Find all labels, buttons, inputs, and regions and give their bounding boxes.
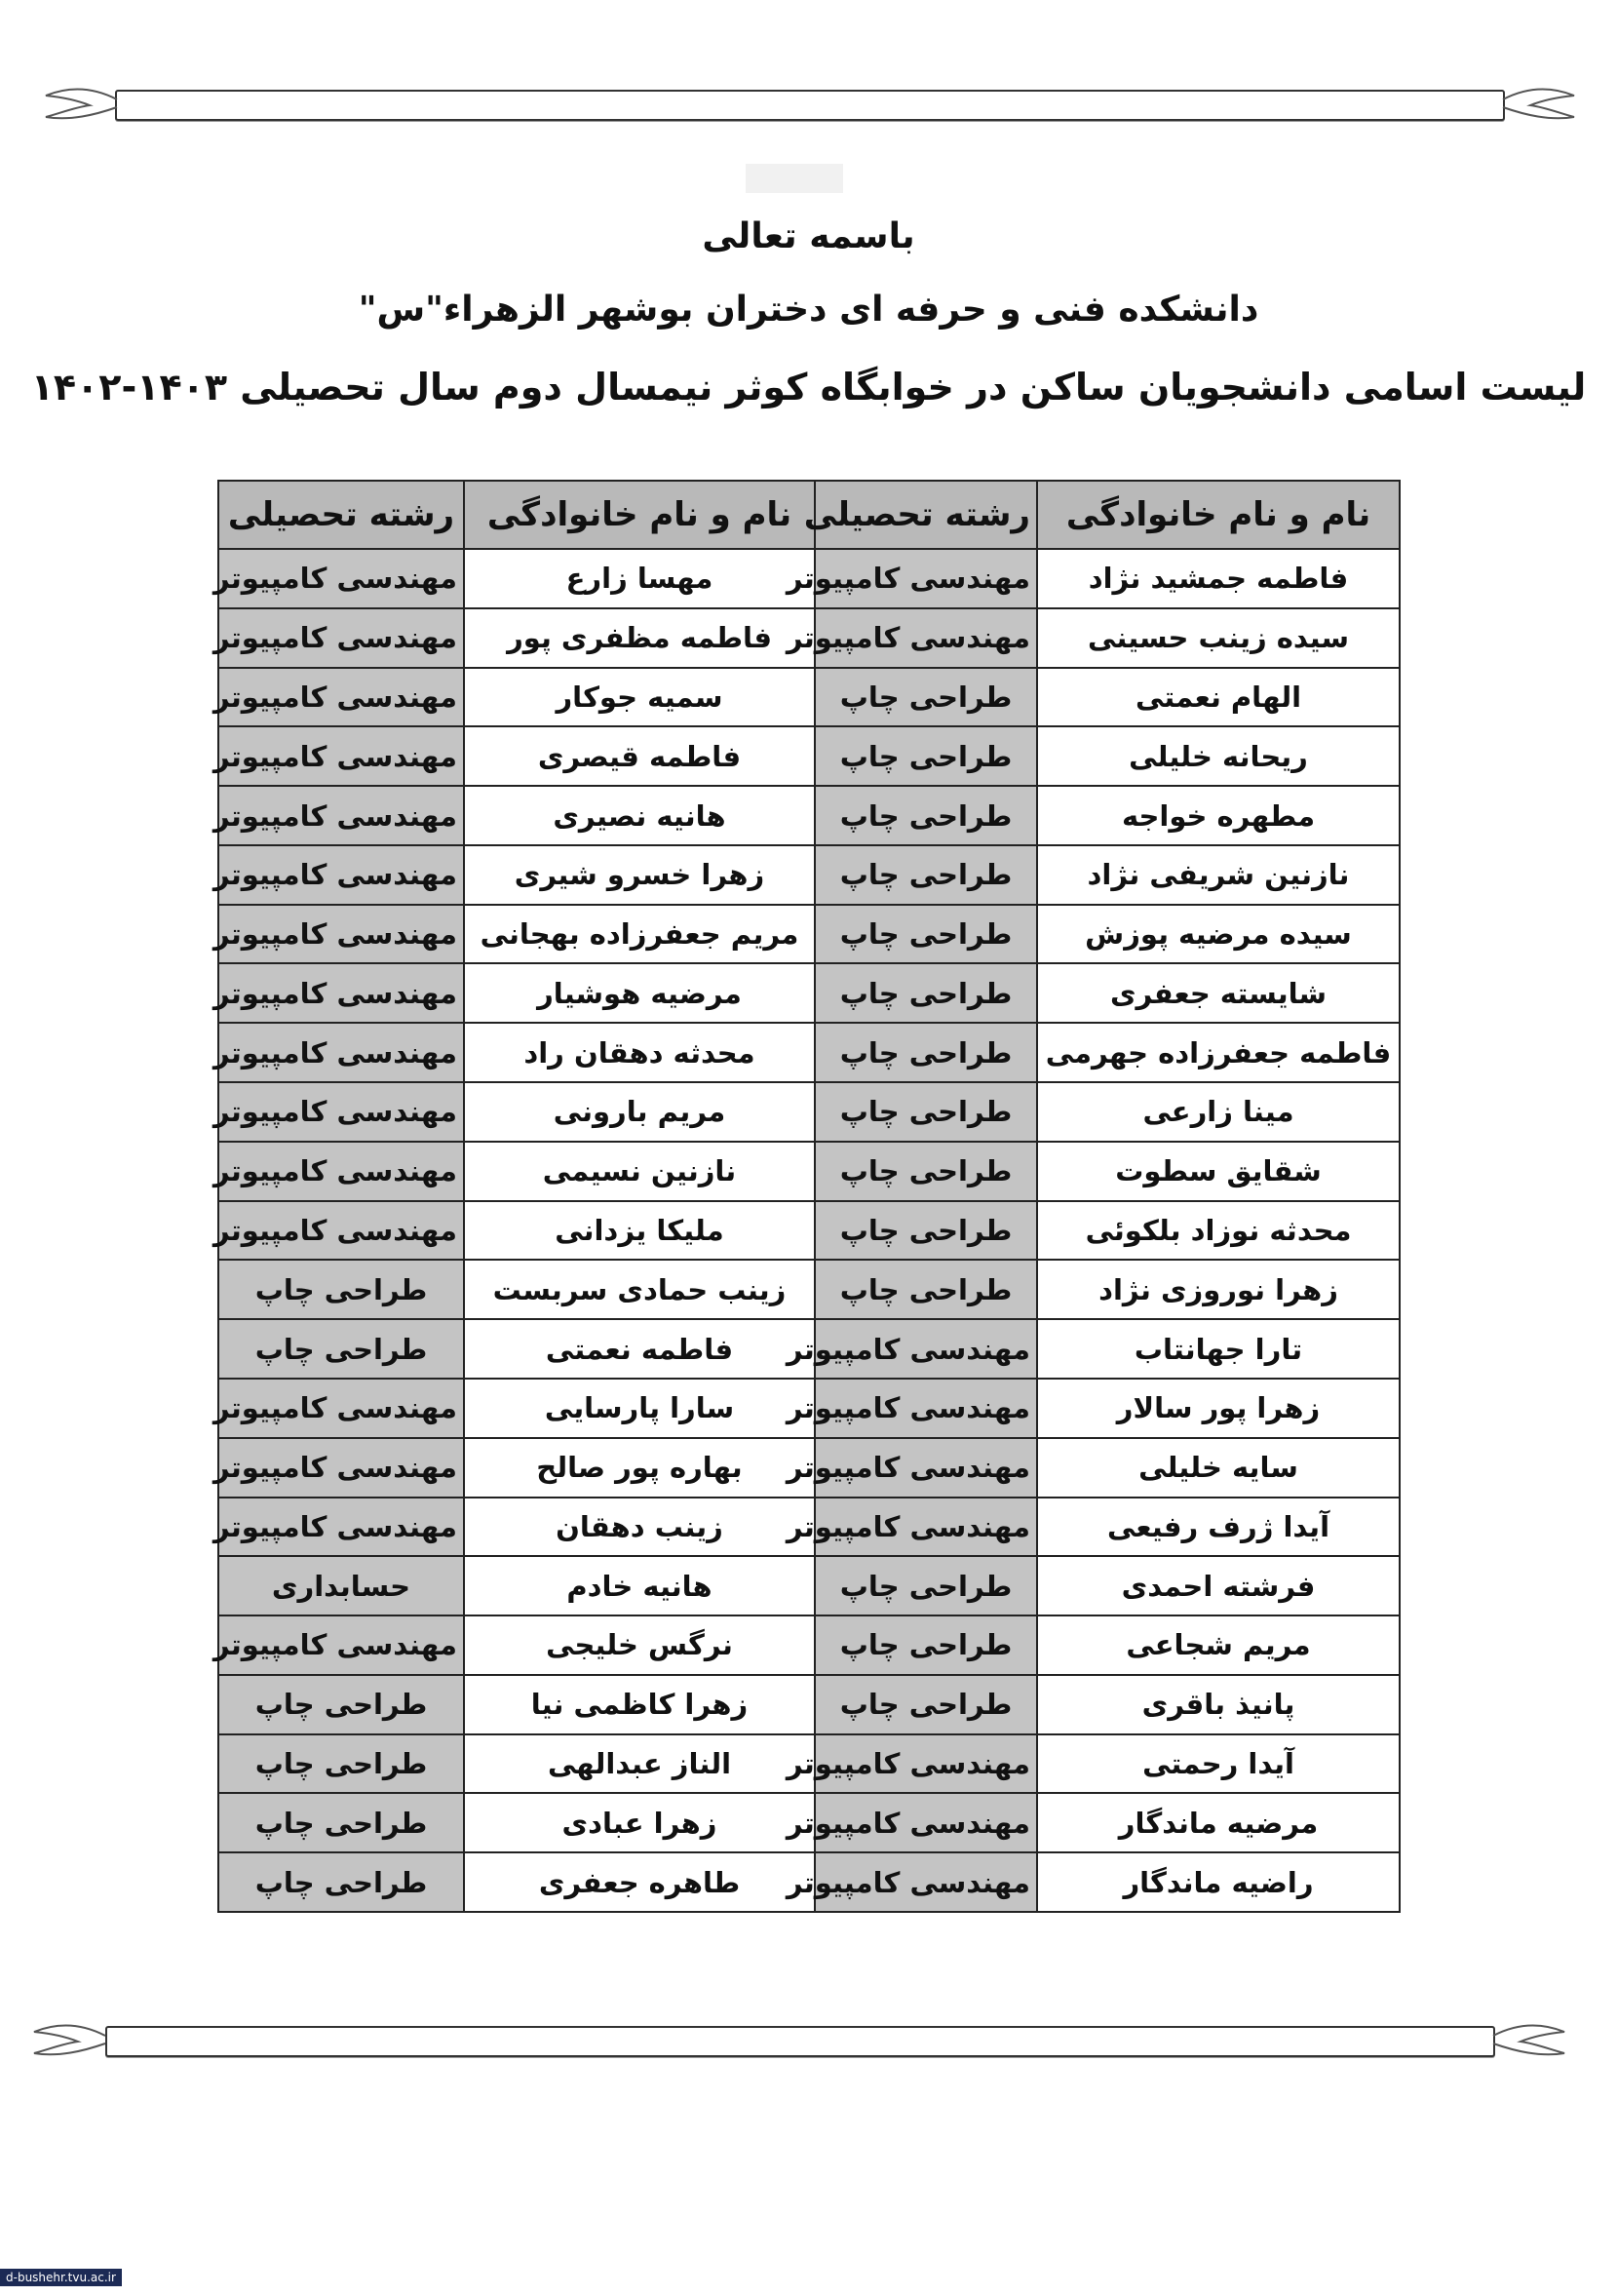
table-row — [218, 608, 1400, 668]
student-major-cell: طراحی چاپ — [815, 1260, 1037, 1319]
student-major-cell: مهندسی کامپیوتر — [815, 1498, 1037, 1557]
student-major-cell: مهندسی کامپیوتر — [815, 1438, 1037, 1498]
table-row — [218, 1260, 1400, 1319]
student-major-cell: مهندسی کامپیوتر — [218, 1498, 464, 1557]
student-name-cell: زینب دهقان — [464, 1498, 815, 1557]
table-row — [218, 1852, 1400, 1912]
student-major-cell: مهندسی کامپیوتر — [815, 1319, 1037, 1379]
student-major-cell: مهندسی کامپیوتر — [218, 1201, 464, 1261]
student-name-cell: سیده مرضیه پوزش — [1037, 905, 1400, 964]
student-major-cell: طراحی چاپ — [218, 1260, 464, 1319]
table-row — [218, 1082, 1400, 1142]
student-name-cell: زهرا عبادی — [464, 1793, 815, 1852]
student-major-cell: طراحی چاپ — [815, 1142, 1037, 1201]
table-row — [218, 1201, 1400, 1261]
heading-college-name: دانشکده فنی و حرفه ای دختران بوشهر الزهراء"س" — [358, 290, 1259, 330]
student-name-cell: الناز عبدالهی — [464, 1734, 815, 1794]
student-major-cell: طراحی چاپ — [815, 1023, 1037, 1082]
student-name-cell: زینب حمادی سربست — [464, 1260, 815, 1319]
table-row — [218, 1498, 1400, 1557]
student-major-cell: مهندسی کامپیوتر — [218, 608, 464, 668]
table-row — [218, 1379, 1400, 1438]
student-major-cell: طراحی چاپ — [815, 1675, 1037, 1734]
student-major-cell: طراحی چاپ — [815, 845, 1037, 905]
student-name-cell: مریم جعفرزاده بهجانی — [464, 905, 815, 964]
header-name-2: نام و نام خانوادگی — [464, 481, 815, 549]
student-major-cell: طراحی چاپ — [815, 668, 1037, 727]
student-major-cell: مهندسی کامپیوتر — [815, 549, 1037, 608]
student-name-cell: مریم شجاعی — [1037, 1615, 1400, 1675]
student-name-cell: نازنین شریفی نژاد — [1037, 845, 1400, 905]
student-major-cell: مهندسی کامپیوتر — [218, 786, 464, 845]
student-name-cell: آیدا ژرف رفیعی — [1037, 1498, 1400, 1557]
student-roster-table — [212, 480, 1401, 1913]
student-name-cell: مرضیه هوشیار — [464, 963, 815, 1023]
student-major-cell: طراحی چاپ — [815, 726, 1037, 786]
student-major-cell: مهندسی کامپیوتر — [218, 1023, 464, 1082]
table-row — [218, 1556, 1400, 1615]
header-major-1: رشته تحصیلی — [815, 481, 1037, 549]
student-name-cell: زهرا نوروزی نژاد — [1037, 1260, 1400, 1319]
table-row — [218, 1734, 1400, 1794]
student-major-cell: مهندسی کامپیوتر — [218, 845, 464, 905]
student-major-cell: مهندسی کامپیوتر — [218, 905, 464, 964]
student-major-cell: طراحی چاپ — [815, 1615, 1037, 1675]
student-major-cell: مهندسی کامپیوتر — [218, 1082, 464, 1142]
table-row — [218, 1319, 1400, 1379]
table-row — [218, 668, 1400, 727]
student-major-cell: مهندسی کامپیوتر — [815, 608, 1037, 668]
scroll-ornament-left-bottom — [29, 2014, 107, 2063]
table-row — [218, 1615, 1400, 1675]
student-name-cell: بهاره پور صالح — [464, 1438, 815, 1498]
student-name-cell: طاهره جعفری — [464, 1852, 815, 1912]
student-major-cell: مهندسی کامپیوتر — [218, 726, 464, 786]
student-name-cell: پانیذ باقری — [1037, 1675, 1400, 1734]
student-name-cell: سیده زینب حسینی — [1037, 608, 1400, 668]
student-major-cell: طراحی چاپ — [815, 1201, 1037, 1261]
student-major-cell: طراحی چاپ — [815, 1556, 1037, 1615]
student-name-cell: هانیه نصیری — [464, 786, 815, 845]
student-name-cell: ریحانه خلیلی — [1037, 726, 1400, 786]
student-name-cell: فاطمه جعفرزاده جهرمی — [1037, 1023, 1400, 1082]
table-body — [212, 549, 1400, 1912]
student-name-cell: فاطمه مظفری پور — [464, 608, 815, 668]
student-name-cell: الهام نعمتی — [1037, 668, 1400, 727]
student-major-cell: مهندسی کامپیوتر — [218, 1142, 464, 1201]
student-major-cell: مهندسی کامپیوتر — [815, 1793, 1037, 1852]
faint-stamp-mark — [741, 156, 848, 205]
top-scroll-border — [115, 90, 1505, 121]
scroll-ornament-right-top — [1501, 78, 1579, 127]
student-major-cell: طراحی چاپ — [218, 1852, 464, 1912]
student-name-cell: زهرا کاظمی نیا — [464, 1675, 815, 1734]
student-major-cell: مهندسی کامپیوتر — [218, 549, 464, 608]
student-major-cell: طراحی چاپ — [815, 905, 1037, 964]
table-row — [218, 549, 1400, 608]
student-name-cell: ملیکا یزدانی — [464, 1201, 815, 1261]
table-header-row — [218, 481, 1400, 549]
student-name-cell: سارا پارسایی — [464, 1379, 815, 1438]
bottom-scroll-border — [105, 2026, 1495, 2057]
table-row — [218, 1438, 1400, 1498]
student-name-cell: مهسا زارع — [464, 549, 815, 608]
heading-list-title: لیست اسامی دانشجویان ساکن در خوابگاه کوثر نیمسال دوم سال تحصیلی ۱۴۰۳-۱۴۰۲ — [30, 366, 1587, 409]
header-major-2: رشته تحصیلی — [218, 481, 464, 549]
table-row — [218, 1023, 1400, 1082]
student-name-cell: نرگس خلیجی — [464, 1615, 815, 1675]
student-major-cell: طراحی چاپ — [815, 963, 1037, 1023]
student-name-cell: فرشته احمدی — [1037, 1556, 1400, 1615]
student-major-cell: طراحی چاپ — [218, 1793, 464, 1852]
student-name-cell: مرضیه ماندگار — [1037, 1793, 1400, 1852]
student-major-cell: طراحی چاپ — [218, 1675, 464, 1734]
student-name-cell: نازنین نسیمی — [464, 1142, 815, 1201]
student-name-cell: شقایق سطوت — [1037, 1142, 1400, 1201]
student-major-cell: مهندسی کامپیوتر — [218, 1379, 464, 1438]
student-major-cell: مهندسی کامپیوتر — [218, 668, 464, 727]
student-major-cell: حسابداری — [218, 1556, 464, 1615]
student-name-cell: محدثه دهقان راد — [464, 1023, 815, 1082]
student-name-cell: راضیه ماندگار — [1037, 1852, 1400, 1912]
student-major-cell: طراحی چاپ — [815, 786, 1037, 845]
header-name-1: نام و نام خانوادگی — [1037, 481, 1400, 549]
table-row — [218, 1142, 1400, 1201]
student-name-cell: سمیه جوکار — [464, 668, 815, 727]
student-major-cell: مهندسی کامپیوتر — [815, 1379, 1037, 1438]
student-major-cell: مهندسی کامپیوتر — [218, 1615, 464, 1675]
student-major-cell: مهندسی کامپیوتر — [815, 1852, 1037, 1912]
table-row — [218, 786, 1400, 845]
student-name-cell: فاطمه نعمتی — [464, 1319, 815, 1379]
site-watermark: d-bushehr.tvu.ac.ir — [0, 2269, 122, 2286]
student-major-cell: طراحی چاپ — [218, 1319, 464, 1379]
table-row — [218, 1793, 1400, 1852]
table-row — [218, 905, 1400, 964]
student-name-cell: زهرا پور سالار — [1037, 1379, 1400, 1438]
student-name-cell: مینا زارعی — [1037, 1082, 1400, 1142]
student-name-cell: مریم بارونی — [464, 1082, 815, 1142]
heading-bismillah: باسمه تعالی — [702, 216, 915, 256]
student-name-cell: شایسته جعفری — [1037, 963, 1400, 1023]
student-name-cell: سایه خلیلی — [1037, 1438, 1400, 1498]
student-name-cell: مطهره خواجه — [1037, 786, 1400, 845]
table-row — [218, 963, 1400, 1023]
student-name-cell: هانیه خادم — [464, 1556, 815, 1615]
student-name-cell: فاطمه جمشید نژاد — [1037, 549, 1400, 608]
student-name-cell: آیدا رحمتی — [1037, 1734, 1400, 1794]
student-major-cell: طراحی چاپ — [815, 1082, 1037, 1142]
student-major-cell: مهندسی کامپیوتر — [218, 963, 464, 1023]
table-row — [218, 1675, 1400, 1734]
student-major-cell: مهندسی کامپیوتر — [218, 1438, 464, 1498]
student-major-cell: مهندسی کامپیوتر — [815, 1734, 1037, 1794]
student-name-cell: فاطمه قیصری — [464, 726, 815, 786]
student-major-cell: طراحی چاپ — [218, 1734, 464, 1794]
table-row — [218, 845, 1400, 905]
student-name-cell: زهرا خسرو شیری — [464, 845, 815, 905]
table-row — [218, 726, 1400, 786]
scroll-ornament-left-top — [41, 78, 119, 127]
student-name-cell: محدثه نوزاد بلکوئی — [1037, 1201, 1400, 1261]
student-name-cell: تارا جهانتاب — [1037, 1319, 1400, 1379]
scroll-ornament-right-bottom — [1491, 2014, 1569, 2063]
